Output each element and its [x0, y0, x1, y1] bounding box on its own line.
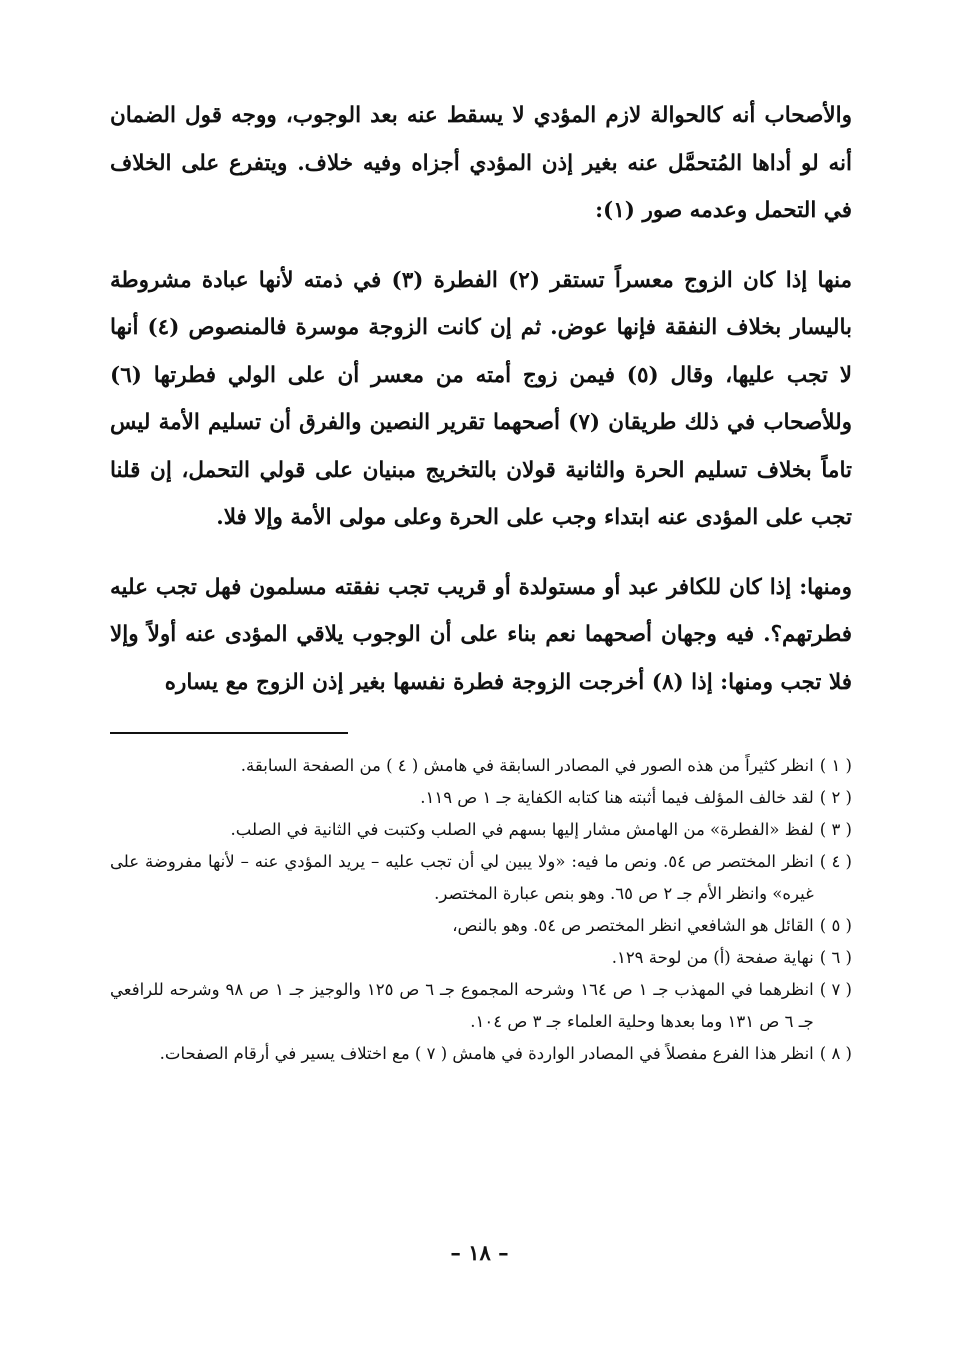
footnote-text: نهاية صفحة (أ) من لوحة ١٢٩. [611, 948, 814, 967]
footnote-number: ( ٨ ) [819, 1044, 852, 1063]
footnote-number: ( ٧ ) [819, 980, 852, 999]
footnote [110, 846, 852, 910]
footnote-number: ( ٢ ) [819, 788, 852, 807]
footnote-number: ( ٥ ) [819, 916, 852, 935]
footnote [110, 974, 852, 1038]
footnote [110, 910, 852, 942]
footnote-separator [110, 732, 348, 734]
footnote-number: ( ٦ ) [819, 948, 852, 967]
page-number: – ١٨ – [450, 1240, 509, 1265]
footnote-text: انظر المختصر ص ٥٤. ونص ما فيه: «ولا يبين لي أن تجب عليه – يريد المؤدي عنه – لأنها مفروضة على غيره» وانظر الأم جـ ٢ ص ٦٥. وهو بنص عبارة المختصر. [110, 852, 814, 903]
footnote [110, 942, 852, 974]
footnote [110, 750, 852, 782]
paragraph: ومنها: إذا كان للكافر عبد أو مستولدة أو قريب تجب نفقته مسلمون فهل تجب عليه فطرتهم؟. فيه وجهان أصحهما نعم بناء على أن الوجوب يلاقي المؤدى عنه أولاً وإلا فلا تجب ومنها: إذا (٨) أخرجت الزوجة فطرة نفسها بغير إذن الزوج مع يساره [110, 574, 852, 695]
footnote-text: القائل هو الشافعي انظر المختصر ص ٥٤. وهو بالنص، [452, 916, 814, 935]
footnote-text: انظر هذا الفرع مفصلاً في المصادر الواردة في هامش ( ٧ ) مع اختلاف يسير في أرقام الصفحات. [159, 1044, 814, 1063]
footnote-text: لفظ «الفطرة» من الهامش مشار إليها بسهم في الصلب وكتبت في الثانية في الصلب. [230, 820, 814, 839]
footnote [110, 782, 852, 814]
footnote-text: انظرهما في المهذب جـ ١ ص ١٦٤ وشرحه المجموع جـ ٦ ص ١٢٥ والوجيز جـ ١ ص ٩٨ وشرحه للرافعي جـ ٦ ص ١٣١ وما بعدها وحلية العلماء جـ ٣ ص ١٠٤. [110, 980, 814, 1031]
paragraph: منها إذا كان الزوج معسراً تستقر (٢) الفطرة (٣) في ذمته لأنها عبادة مشروطة باليسار بخلاف النفقة فإنها عوض. ثم إن كانت الزوجة موسرة فالمنصوص (٤) أنها لا تجب عليها، وقال (٥) فيمن زوج أمته من معسر أن على الولي فطرتها (٦) وللأصحاب في ذلك طريقان (٧) أصحهما تقرير النصين والفرق أن تسليم الأمة ليس تاماً بخلاف تسليم الحرة والثانية قولان بالتخريج مبنيان على قولي التحمل، إن قلنا تجب على المؤدى عنه ابتداء وجب على الحرة وعلى مولى الأمة وإلا فلا. [110, 267, 853, 530]
paragraph: والأصحاب أنه كالحوالة لازم المؤدي لا يسقط عنه بعد الوجوب، ووجه قول الضمان أنه لو أداها المُتحمَّل عنه بغير إذن المؤدي أجزاه وفيه خلاف. ويتفرع على الخلاف في التحمل وعدمه صور (١): [110, 103, 852, 223]
main-text [110, 92, 852, 706]
page-content [110, 92, 852, 1070]
footnote-text: لقد خالف المؤلف فيما أثبته هنا كتابه الكفاية جـ ١ ص ١١٩. [420, 788, 814, 807]
footnote-text: انظر كثيراً من هذه الصور في المصادر السابقة في هامش ( ٤ ) من الصفحة السابقة. [240, 756, 814, 775]
footnote [110, 814, 852, 846]
footnote-number: ( ١ ) [819, 756, 852, 775]
footnotes [110, 750, 852, 1070]
footnote-number: ( ٣ ) [819, 820, 852, 839]
footnote-number: ( ٤ ) [819, 852, 852, 871]
footnote [110, 1038, 852, 1070]
